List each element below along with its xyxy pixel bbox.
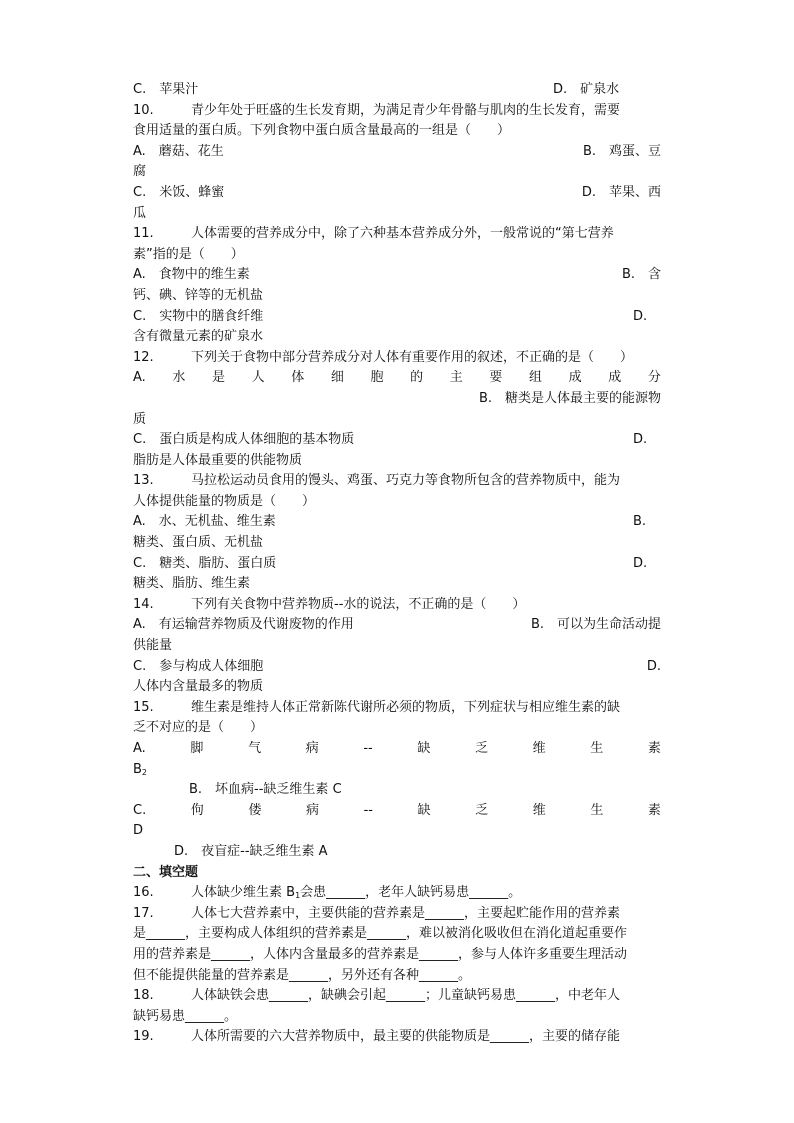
q12-option-c: C. 蛋白质是构成人体细胞的基本物质 bbox=[133, 432, 355, 448]
q10-option-c: C. 米饭、蜂蜜 bbox=[133, 184, 225, 200]
q12-options-cd bbox=[133, 430, 661, 451]
option-wrap-text: 供能量 bbox=[133, 638, 173, 654]
q14-option-a: A. 有运输营养物质及代谢废物的作用 bbox=[133, 617, 354, 633]
q13-stem bbox=[133, 471, 661, 492]
justified-char: 体 bbox=[291, 370, 305, 386]
q16-stem bbox=[133, 883, 661, 904]
justified-char: 乏 bbox=[475, 802, 489, 818]
q18-stem bbox=[133, 986, 661, 1007]
q15-option-b-text: B. 坏血病--缺乏维生素 C bbox=[189, 782, 342, 798]
q17-stem bbox=[133, 904, 661, 925]
question-number: 12. bbox=[133, 349, 154, 365]
q11-option-a: A. 食物中的维生素 bbox=[133, 267, 250, 283]
justified-char: 缺 bbox=[417, 741, 431, 756]
q12-option-d: D. bbox=[633, 432, 648, 448]
q12-option-a bbox=[133, 368, 661, 389]
subscript: 1 bbox=[295, 891, 301, 901]
question-stem: 人体需要的营养成分中，除了六种基本营养成分外，一般常说的“第七营养 bbox=[191, 226, 614, 242]
q18-line2 bbox=[133, 1007, 661, 1028]
q14-option-b: B. 可以为生命活动提 bbox=[530, 617, 661, 633]
section-heading: 二、填空题 bbox=[133, 864, 199, 880]
justified-char: 偻 bbox=[248, 802, 262, 818]
option-wrap-text: 腐 bbox=[133, 164, 147, 180]
question-number: 19. bbox=[133, 1029, 154, 1045]
justified-char: 生 bbox=[590, 802, 604, 818]
q13-option-d: D. bbox=[633, 555, 648, 571]
justified-char: 病 bbox=[305, 802, 319, 818]
q10-option-b-wrap bbox=[133, 162, 661, 183]
question-stem-cont: 缺钙易患______。 bbox=[133, 1008, 238, 1024]
question-stem: 人体七大营养素中，主要供能的营养素是______，主要起贮能作用的营养素 bbox=[191, 905, 621, 921]
q11-option-b-wrap bbox=[133, 286, 661, 307]
q11-stem-cont bbox=[133, 245, 661, 266]
option-wrap-text: 糖类、脂肪、维生素 bbox=[133, 576, 251, 592]
q14-options-ab bbox=[133, 615, 661, 636]
q9-options-cd bbox=[133, 80, 661, 101]
option-wrap-text: B bbox=[133, 761, 142, 777]
question-number: 10. bbox=[133, 102, 154, 118]
justified-char: 组 bbox=[529, 370, 543, 386]
option-wrap-text: D bbox=[133, 823, 144, 839]
q14-options-cd bbox=[133, 657, 661, 678]
justified-char: 成 bbox=[608, 370, 622, 386]
justified-char: 的 bbox=[410, 370, 424, 386]
q12-option-b-wrap bbox=[133, 410, 661, 431]
question-stem: 下列关于食物中部分营养成分对人体有重要作用的叙述，不正确的是（ ） bbox=[191, 349, 634, 365]
justified-char: 佝 bbox=[190, 802, 204, 818]
justified-char: 维 bbox=[532, 741, 546, 756]
q15-option-a-wrap bbox=[133, 760, 661, 781]
q9-option-d: D. 矿泉水 bbox=[553, 82, 620, 97]
question-stem-cont: 是______，主要构成人体组织的营养素是______，难以被消化吸收但在消化道起重要作 bbox=[133, 926, 628, 942]
option-wrap-text: 质 bbox=[133, 411, 147, 427]
question-number: 11. bbox=[133, 226, 154, 242]
q15-stem bbox=[133, 698, 661, 719]
q15-option-a bbox=[133, 739, 661, 760]
q15-option-d bbox=[133, 842, 661, 863]
justified-char: 主 bbox=[449, 370, 463, 386]
justified-char: 人 bbox=[251, 370, 265, 386]
q13-option-b-wrap bbox=[133, 533, 661, 554]
question-stem-cont: 用的营养素是______，人体内含量最多的营养素是______，参与人体许多重要生理活动 bbox=[133, 946, 628, 962]
q11-option-d: D. bbox=[633, 308, 648, 324]
q14-option-d: D. bbox=[646, 658, 661, 674]
subscript: 2 bbox=[141, 767, 148, 777]
justified-char: C. bbox=[133, 802, 147, 818]
justified-char: 生 bbox=[590, 741, 604, 756]
justified-char: 要 bbox=[489, 370, 503, 386]
option-wrap-text: 人体内含量最多的物质 bbox=[133, 679, 264, 695]
justified-char: A. bbox=[133, 741, 146, 756]
q14-stem bbox=[133, 595, 661, 616]
q13-option-a: A. 水、无机盐、维生素 bbox=[133, 514, 276, 530]
q11-stem bbox=[133, 224, 661, 245]
q11-option-b: B. 含 bbox=[621, 267, 661, 283]
q13-stem-cont bbox=[133, 492, 661, 513]
option-wrap-text: 钙、碘、锌等的无机盐 bbox=[133, 287, 264, 303]
justified-char: 水 bbox=[172, 370, 186, 386]
q17-line2 bbox=[133, 924, 661, 945]
q10-option-a: A. 蘑菇、花生 bbox=[133, 143, 224, 159]
q15-option-b bbox=[133, 780, 661, 801]
q14-option-d-wrap bbox=[133, 677, 661, 698]
q10-option-d-wrap bbox=[133, 204, 661, 225]
q13-options-ab bbox=[133, 512, 661, 533]
q9-option-c: C. 苹果汁 bbox=[133, 82, 199, 97]
justified-char: 病 bbox=[305, 741, 319, 756]
q12-stem bbox=[133, 348, 661, 369]
q15-option-c bbox=[133, 801, 661, 822]
question-stem: 维生素是维持人体正常新陈代谢所必须的物质，下列症状与相应维生素的缺 bbox=[191, 699, 621, 715]
option-wrap-text: 脂肪是人体最重要的供能物质 bbox=[133, 452, 303, 468]
justified-char: 缺 bbox=[417, 802, 431, 818]
question-stem-cont: 乏不对应的是（ ） bbox=[133, 720, 264, 736]
q14-option-c: C. 参与构成人体细胞 bbox=[133, 658, 264, 674]
question-stem: 人体缺铁会患______，缺碘会引起______；儿童缺钙易患______，中老年人 bbox=[191, 988, 621, 1004]
q10-stem-cont bbox=[133, 121, 661, 142]
justified-char: 气 bbox=[248, 741, 262, 756]
question-stem: 青少年处于旺盛的生长发育期，为满足青少年骨骼与肌肉的生长发育，需要 bbox=[191, 102, 621, 118]
question-stem-cont: 食用适量的蛋白质。下列食物中蛋白质含量最高的一组是（ ） bbox=[133, 123, 511, 139]
justified-char: 素 bbox=[647, 802, 661, 818]
q17-line3 bbox=[133, 945, 661, 966]
question-stem: 人体所需要的六大营养物质中，最主要的供能物质是______，主要的储存能 bbox=[191, 1029, 621, 1045]
justified-char: 素 bbox=[647, 741, 661, 756]
question-number: 15. bbox=[133, 699, 154, 715]
question-stem: 马拉松运动员食用的馒头、鸡蛋、巧克力等食物所包含的营养物质中，能为 bbox=[191, 473, 621, 489]
q10-options-cd bbox=[133, 183, 661, 204]
q14-option-b-wrap bbox=[133, 636, 661, 657]
q15-option-c-wrap bbox=[133, 821, 661, 842]
q12-option-b bbox=[133, 389, 661, 410]
justified-char: 成 bbox=[568, 370, 582, 386]
question-stem-cont: 素”指的是（ ） bbox=[133, 246, 244, 262]
option-wrap-text: 糖类、蛋白质、无机盐 bbox=[133, 535, 264, 551]
justified-char: 脚 bbox=[190, 741, 204, 756]
justified-char: 是 bbox=[212, 370, 226, 386]
q10-options-ab bbox=[133, 142, 661, 163]
justified-char: 胞 bbox=[370, 370, 384, 386]
q11-option-d-wrap bbox=[133, 327, 661, 348]
q11-options-cd bbox=[133, 307, 661, 328]
q11-option-c: C. 实物中的膳食纤维 bbox=[133, 308, 264, 324]
exam-page bbox=[133, 80, 661, 1048]
question-number: 14. bbox=[133, 596, 154, 612]
justified-char: 分 bbox=[647, 370, 661, 386]
justified-char: -- bbox=[363, 802, 373, 818]
q13-option-d-wrap bbox=[133, 574, 661, 595]
q13-option-b: B. bbox=[633, 514, 647, 530]
justified-char: 细 bbox=[330, 370, 344, 386]
question-stem: 人体缺少维生素 B bbox=[191, 885, 296, 901]
q17-line4 bbox=[133, 966, 661, 987]
q10-option-d: D. 苹果、西 bbox=[581, 184, 661, 200]
question-number: 13. bbox=[133, 473, 154, 489]
option-wrap-text: 含有微量元素的矿泉水 bbox=[133, 329, 264, 345]
q13-option-c: C. 糖类、脂肪、蛋白质 bbox=[133, 555, 277, 571]
q10-option-b: B. 鸡蛋、豆 bbox=[582, 143, 661, 159]
question-number: 18. bbox=[133, 988, 154, 1004]
q12-option-d-wrap bbox=[133, 451, 661, 472]
q10-stem bbox=[133, 101, 661, 122]
q15-stem-cont bbox=[133, 718, 661, 739]
question-stem-blank: 会患______，老年人缺钙易患______。 bbox=[300, 885, 522, 901]
q12-option-b-text: B. 糖类是人体最主要的能源物 bbox=[478, 390, 661, 406]
justified-char: -- bbox=[363, 741, 373, 756]
justified-char: 乏 bbox=[475, 741, 489, 756]
question-stem-cont: 人体提供能量的物质是（ ） bbox=[133, 493, 316, 509]
q19-stem bbox=[133, 1027, 661, 1048]
justified-char: 维 bbox=[532, 802, 546, 818]
question-number: 16. bbox=[133, 885, 154, 901]
q15-option-d-text: D. 夜盲症--缺乏维生素 A bbox=[174, 843, 328, 859]
justified-char: A. bbox=[133, 370, 146, 386]
question-number: 17. bbox=[133, 905, 154, 921]
q13-options-cd bbox=[133, 554, 661, 575]
q11-options-ab bbox=[133, 265, 661, 286]
question-stem-cont: 但不能提供能量的营养素是______，另外还有各种______。 bbox=[133, 967, 472, 983]
option-wrap-text: 瓜 bbox=[133, 205, 147, 221]
question-stem: 下列有关食物中营养物质--水的说法，不正确的是（ ） bbox=[191, 596, 526, 612]
